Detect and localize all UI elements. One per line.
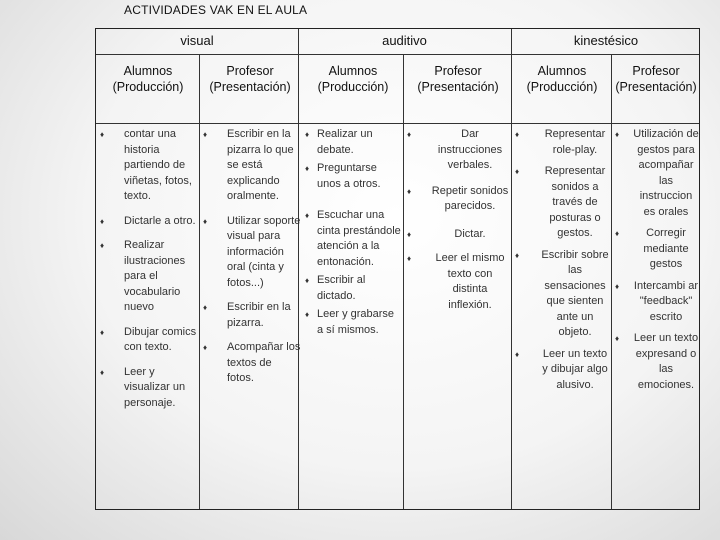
list-item: ♦ Leer un texto expresand o las emociones.	[615, 332, 699, 391]
list-item: ♦ Intercambi ar "feedback" escrito	[615, 279, 699, 323]
list-item: ♦ Dictarle a otro.	[100, 214, 196, 227]
group-kinestesico: kinestésico	[573, 33, 639, 48]
list-item: ♦ Leer el mismo texto con distinta inflexión.	[407, 252, 505, 311]
list-item: ♦ Preguntarse unos a otros.	[305, 162, 381, 190]
cell-kinestesico-profesor	[611, 127, 699, 402]
col-auditivo-alumnos: Alumnos (Producción)	[317, 64, 389, 94]
col-kinestesico-alumnos: Alumnos (Producción)	[526, 64, 598, 94]
list-item: ♦ Corregir mediante gestos	[615, 227, 689, 270]
vak-table	[95, 28, 700, 510]
list-item: ♦ Dictar.	[407, 227, 486, 240]
col-visual-profesor: Profesor (Presentación)	[209, 64, 291, 94]
list-item: ♦ Realizar ilustraciones para el vocabulario nuevo	[100, 239, 186, 313]
col-kinestesico-profesor: Profesor (Presentación)	[615, 64, 697, 94]
list-item: ♦ Representar sonidos a través de posturas o gestos.	[515, 165, 606, 239]
cell-auditivo-profesor	[403, 127, 509, 322]
list-item: ♦ Leer y grabarse a sí mismos.	[305, 308, 395, 336]
list-item: ♦ Leer un texto y dibujar algo alusivo.	[515, 347, 608, 391]
list-item: ♦ Escribir en la pizarra.	[203, 301, 291, 329]
col-auditivo-profesor: Profesor (Presentación)	[417, 64, 499, 94]
list-item: ♦ Realizar un debate.	[305, 128, 373, 156]
list-item: ♦ Escribir sobre las sensaciones que sienten ante un objeto.	[515, 248, 609, 338]
list-item: ♦ Escuchar una cinta prestándole atención a la entonación.	[305, 209, 401, 268]
list-item: ♦ Utilización de gestos para acompañar las instruccion es orales	[615, 128, 699, 218]
cell-auditivo-alumnos	[303, 127, 403, 341]
list-item: ♦ Dibujar comics con texto.	[100, 325, 197, 353]
col-visual-alumnos: Alumnos (Producción)	[112, 64, 184, 94]
list-item: ♦ Dar instrucciones verbales.	[407, 128, 503, 171]
list-item: ♦ Leer y visualizar un personaje.	[100, 365, 186, 409]
page-title: ACTIVIDADES VAK EN EL AULA	[124, 3, 308, 17]
list-item: ♦ contar una historia partiendo de viñetas, fotos, texto.	[100, 128, 192, 202]
cell-kinestesico-alumnos	[511, 127, 611, 402]
cell-visual-profesor	[199, 127, 301, 396]
list-item: ♦ Repetir sonidos parecidos.	[407, 184, 509, 212]
group-visual: visual	[180, 33, 214, 48]
list-item: ♦ Acompañar los textos de fotos.	[203, 341, 301, 384]
list-item: ♦ Escribir al dictado.	[305, 274, 366, 302]
list-item: ♦ Representar role-play.	[515, 128, 606, 156]
list-item: ♦ Escribir en la pizarra lo que se está explicando oralmente.	[203, 128, 294, 202]
group-auditivo: auditivo	[382, 33, 427, 48]
list-item: ♦ Utilizar soporte visual para información oral (cinta y fotos...)	[203, 214, 301, 289]
cell-visual-alumnos	[96, 127, 199, 420]
